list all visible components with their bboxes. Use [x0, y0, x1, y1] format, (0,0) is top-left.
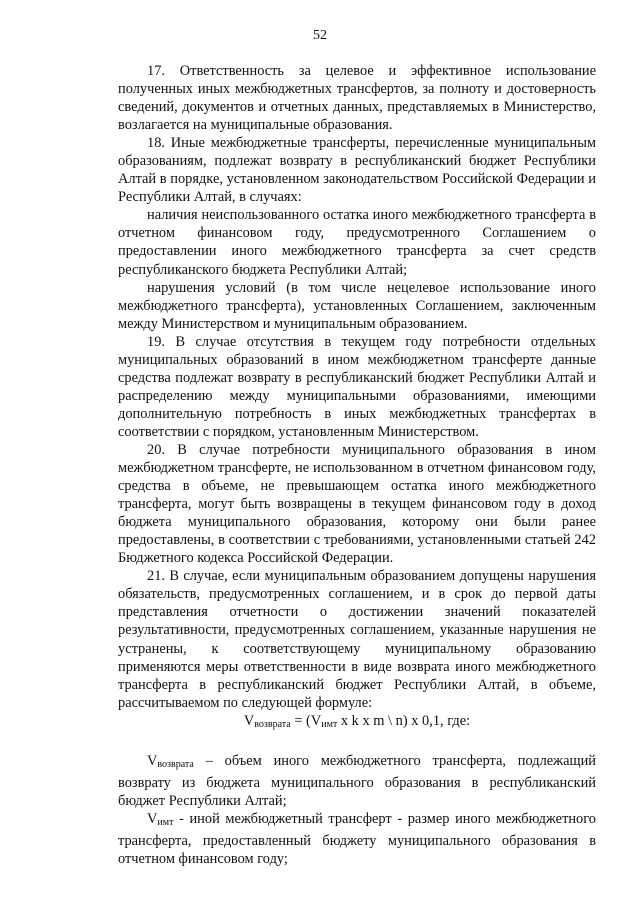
return-formula: [118, 712, 596, 734]
paragraph-18-case-unused-balance: наличия неиспользованного остатка иного межбюджетного трансферта в отчетном финансовом году, предусмотренного Соглашением о предоставлении иного межбюджетного трансферта за счет средств республиканского бюджета Республики Алтай;: [118, 207, 596, 278]
paragraph-19: 19. В случае отсутствия в текущем году потребности отдельных муниципальных образований в ином межбюджетном трансферте данные средства подлежат возврату в республиканский бюджет Республики Алтай и распределению между муниципальными образованиями, имеющими дополнительную потребность в иных межбюджетных трансфертах в соответствии с порядком, установленным Министерством.: [118, 333, 596, 440]
definition-text: - иной межбюджетный трансферт - размер иного межбюджетного трансферта, предоставленный бюджету муниципального образования в отчетном финансовом году;: [118, 810, 596, 867]
formula-sub-imt: имт: [321, 718, 338, 730]
definition-symbol: V: [147, 810, 158, 827]
paragraph-21: 21. В случае, если муниципальным образованием допущены нарушения обязательств, предусмотренных соглашением, и в срок до первой даты представления отчетности о достижении значений показателей результативности, предусмотренных соглашением, указанные нарушения не устранены, к соответствующему муниципальному образованию применяются меры ответственности в виде возврата иного межбюджетного трансферта в республиканский бюджет Республики Алтай, в объеме, рассчитываемом по следующей формуле:: [118, 568, 596, 711]
formula-v: V: [243, 712, 255, 729]
definition-subscript: имт: [157, 816, 174, 828]
formula-rest: х k х m \ n) х 0,1, где:: [337, 712, 471, 729]
definition-symbol: V: [147, 752, 158, 769]
formula-sub-return: возврата: [254, 718, 291, 730]
paragraph-18: 18. Иные межбюджетные трансферты, перечисленные муниципальным образованиям, подлежат возврату в республиканский бюджет Республики Алтай в порядке, установленном законодательством Российской Федерации и Республики Алтай, в случаях:: [118, 135, 596, 206]
paragraph-20: 20. В случае потребности муниципального образования в ином межбюджетном трансферте, не использованном в отчетном финансовом году, средства в объеме, не превышающем остатка иного межбюджетного трансферта, могут быть возвращены в текущем финансовом году в доход бюджета муниципального образования, которому они были ранее предоставлены, в соответствии с требованиями, установленными статьей 242 Бюджетного кодекса Российской Федерации.: [118, 441, 596, 567]
definition-v-return: [118, 752, 596, 810]
definition-v-imt: [118, 810, 596, 868]
formula-middle: = (V: [290, 712, 322, 729]
spacer: [118, 734, 596, 752]
page-number: 52: [313, 28, 327, 43]
paragraph-17: 17. Ответственность за целевое и эффективное использование полученных иных межбюджетных трансфертов, за полноту и достоверность сведений, документов и отчетных данных, представляемых в Министерство, возлагается на муниципальные образования.: [118, 63, 596, 134]
definition-text: – объем иного межбюджетного трансферта, подлежащий возврату из бюджета муниципального образования в республиканский бюджет Республики Алтай;: [118, 752, 596, 809]
definition-subscript: возврата: [157, 758, 194, 770]
paragraph-18-case-violation: нарушения условий (в том числе нецелевое использование иного межбюджетного трансферта), установленных Соглашением, заключенным между Министерством и муниципальным образованием.: [118, 279, 596, 332]
document-body: [118, 62, 596, 868]
